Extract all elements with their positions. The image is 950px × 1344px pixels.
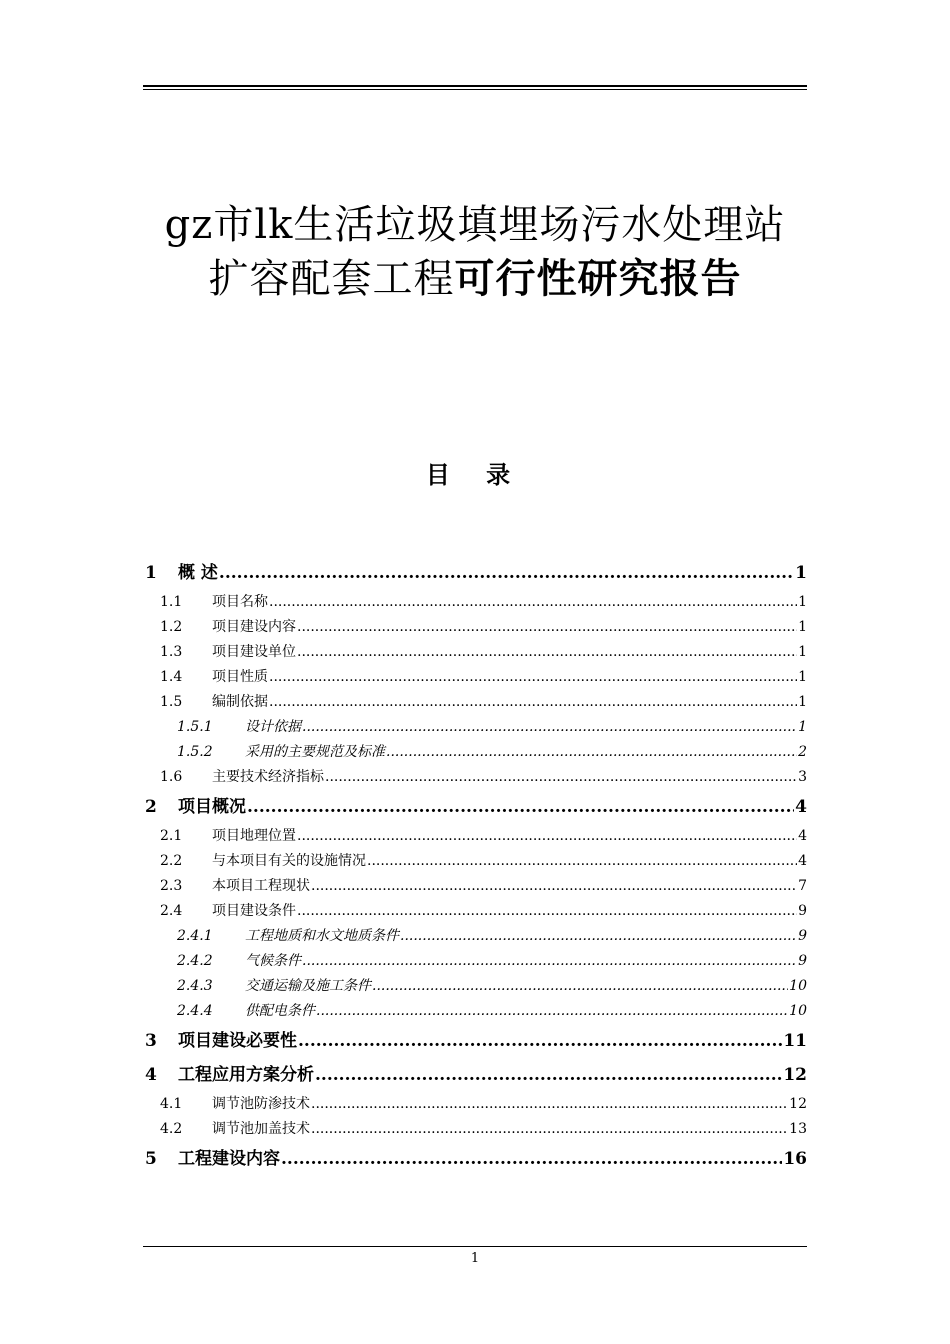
toc-entry-page: 7 xyxy=(798,878,807,894)
toc-leader-dots xyxy=(302,949,797,974)
toc-entry[interactable] xyxy=(145,790,807,824)
title-line-2-normal: 扩容配套工程 xyxy=(208,256,455,302)
toc-entry-title: 项目概况 xyxy=(178,797,246,817)
toc-leader-dots xyxy=(269,590,797,615)
header-rule xyxy=(143,85,807,90)
toc-leader-dots xyxy=(311,1117,788,1142)
title-line-1: gz市lk生活垃圾填埋场污水处理站 xyxy=(164,202,786,248)
toc-entry-page: 13 xyxy=(789,1121,807,1137)
toc-entry-number: 1.5.1 xyxy=(177,719,213,735)
toc-entry[interactable] xyxy=(145,640,807,665)
toc-leader-dots xyxy=(315,1058,782,1092)
toc-entry-title: 项目建设条件 xyxy=(212,903,296,919)
title-line-2 xyxy=(140,252,810,306)
toc-entry[interactable] xyxy=(145,765,807,790)
toc-entry-page: 11 xyxy=(783,1031,807,1051)
toc-entry-page: 1 xyxy=(798,719,807,735)
document-title xyxy=(140,198,810,306)
toc-entry-page: 10 xyxy=(789,1003,807,1019)
toc-entry-number: 1.5.2 xyxy=(177,744,213,760)
toc-leader-dots xyxy=(297,640,797,665)
toc-entry[interactable] xyxy=(145,1058,807,1092)
toc-entry-number: 1.2 xyxy=(160,619,183,635)
toc-entry-page: 9 xyxy=(798,928,807,944)
toc-entry-page: 4 xyxy=(798,853,807,869)
toc-entry-page: 12 xyxy=(783,1065,807,1085)
toc-entry-title: 项目建设单位 xyxy=(212,644,296,660)
toc-entry[interactable] xyxy=(145,715,807,740)
toc-entry-title: 调节池防渗技术 xyxy=(212,1096,310,1112)
toc-entry[interactable] xyxy=(145,590,807,615)
toc-leader-dots xyxy=(325,765,797,790)
toc-entry[interactable] xyxy=(145,999,807,1024)
toc-entry-page: 1 xyxy=(798,594,807,610)
toc-entry-number: 2.4.3 xyxy=(177,978,213,994)
toc-entry-title: 主要技术经济指标 xyxy=(212,769,324,785)
toc-entry-page: 1 xyxy=(798,619,807,635)
table-of-contents xyxy=(145,556,807,1176)
toc-entry[interactable] xyxy=(145,849,807,874)
toc-entry-number: 2.4 xyxy=(160,903,183,919)
toc-entry-number: 4 xyxy=(145,1065,157,1085)
toc-entry-title: 编制依据 xyxy=(212,694,268,710)
toc-entry-number: 2.4.4 xyxy=(177,1003,213,1019)
toc-entry-number: 1 xyxy=(145,563,157,583)
toc-entry-page: 9 xyxy=(798,903,807,919)
toc-entry-title: 工程应用方案分析 xyxy=(178,1065,314,1085)
toc-entry-title: 工程地质和水文地质条件 xyxy=(245,928,399,944)
toc-entry-title: 交通运输及施工条件 xyxy=(245,978,371,994)
footer-rule xyxy=(143,1246,807,1247)
toc-entry[interactable] xyxy=(145,974,807,999)
toc-entry[interactable] xyxy=(145,1142,807,1176)
title-line-2-bold: 可行性研究报告 xyxy=(454,256,742,302)
toc-leader-dots xyxy=(297,615,797,640)
toc-entry-page: 4 xyxy=(795,797,807,817)
toc-entry-page: 2 xyxy=(798,744,807,760)
toc-entry-number: 2.4.2 xyxy=(177,953,213,969)
toc-leader-dots xyxy=(298,1024,782,1058)
toc-leader-dots xyxy=(269,665,797,690)
toc-entry-title: 项目建设内容 xyxy=(212,619,296,635)
toc-entry-title: 项目性质 xyxy=(212,669,268,685)
toc-leader-dots xyxy=(247,790,794,824)
toc-entry-number: 1.4 xyxy=(160,669,183,685)
toc-entry-page: 9 xyxy=(798,953,807,969)
toc-entry-page: 16 xyxy=(783,1149,807,1169)
toc-leader-dots xyxy=(281,1142,782,1176)
toc-entry-page: 10 xyxy=(789,978,807,994)
toc-entry[interactable] xyxy=(145,924,807,949)
toc-entry-title: 工程建设内容 xyxy=(178,1149,280,1169)
toc-entry[interactable] xyxy=(145,949,807,974)
toc-entry-number: 1.1 xyxy=(160,594,183,610)
toc-leader-dots xyxy=(316,999,788,1024)
toc-leader-dots xyxy=(400,924,797,949)
toc-entry-title: 调节池加盖技术 xyxy=(212,1121,310,1137)
toc-entry-number: 3 xyxy=(145,1031,157,1051)
toc-entry-number: 2 xyxy=(145,797,157,817)
toc-entry-title: 项目建设必要性 xyxy=(178,1031,297,1051)
toc-entry-page: 1 xyxy=(798,669,807,685)
toc-entry-title: 项目地理位置 xyxy=(212,828,296,844)
toc-entry[interactable] xyxy=(145,556,807,590)
toc-entry[interactable] xyxy=(145,740,807,765)
toc-entry-title: 采用的主要规范及标准 xyxy=(245,744,385,760)
toc-entry[interactable] xyxy=(145,874,807,899)
toc-entry-number: 4.1 xyxy=(160,1096,183,1112)
toc-entry-page: 4 xyxy=(798,828,807,844)
toc-entry-number: 2.2 xyxy=(160,853,183,869)
toc-heading: 目 录 xyxy=(425,460,525,489)
toc-entry[interactable] xyxy=(145,665,807,690)
toc-leader-dots xyxy=(372,974,788,999)
toc-entry-title: 项目名称 xyxy=(212,594,268,610)
toc-entry-number: 5 xyxy=(145,1149,157,1169)
toc-leader-dots xyxy=(386,740,797,765)
toc-entry-title: 气候条件 xyxy=(245,953,301,969)
toc-leader-dots xyxy=(297,899,797,924)
toc-entry-title: 设计依据 xyxy=(245,719,301,735)
toc-leader-dots xyxy=(297,824,797,849)
toc-entry-number: 2.3 xyxy=(160,878,183,894)
toc-entry-page: 1 xyxy=(798,694,807,710)
toc-entry-number: 1.3 xyxy=(160,644,183,660)
toc-entry-title: 与本项目有关的设施情况 xyxy=(212,853,366,869)
toc-entry-number: 2.4.1 xyxy=(177,928,213,944)
toc-entry-number: 1.6 xyxy=(160,769,183,785)
toc-entry[interactable] xyxy=(145,1092,807,1117)
toc-entry-page: 1 xyxy=(798,644,807,660)
toc-leader-dots xyxy=(311,874,797,899)
toc-entry-title: 概 述 xyxy=(178,563,218,583)
toc-entry[interactable] xyxy=(145,899,807,924)
toc-entry-page: 12 xyxy=(789,1096,807,1112)
toc-entry-number: 2.1 xyxy=(160,828,183,844)
toc-entry[interactable] xyxy=(145,1024,807,1058)
toc-entry[interactable] xyxy=(145,824,807,849)
page-number: 1 xyxy=(470,1251,480,1266)
toc-entry-title: 供配电条件 xyxy=(245,1003,315,1019)
toc-entry[interactable] xyxy=(145,690,807,715)
toc-entry-number: 4.2 xyxy=(160,1121,183,1137)
toc-leader-dots xyxy=(269,690,797,715)
toc-entry-number: 1.5 xyxy=(160,694,183,710)
toc-entry[interactable] xyxy=(145,615,807,640)
toc-entry-title: 本项目工程现状 xyxy=(212,878,310,894)
toc-leader-dots xyxy=(367,849,797,874)
toc-entry-page: 3 xyxy=(798,769,807,785)
toc-leader-dots xyxy=(219,556,794,590)
toc-entry-page: 1 xyxy=(795,563,807,583)
toc-entry[interactable] xyxy=(145,1117,807,1142)
toc-leader-dots xyxy=(302,715,797,740)
toc-leader-dots xyxy=(311,1092,788,1117)
